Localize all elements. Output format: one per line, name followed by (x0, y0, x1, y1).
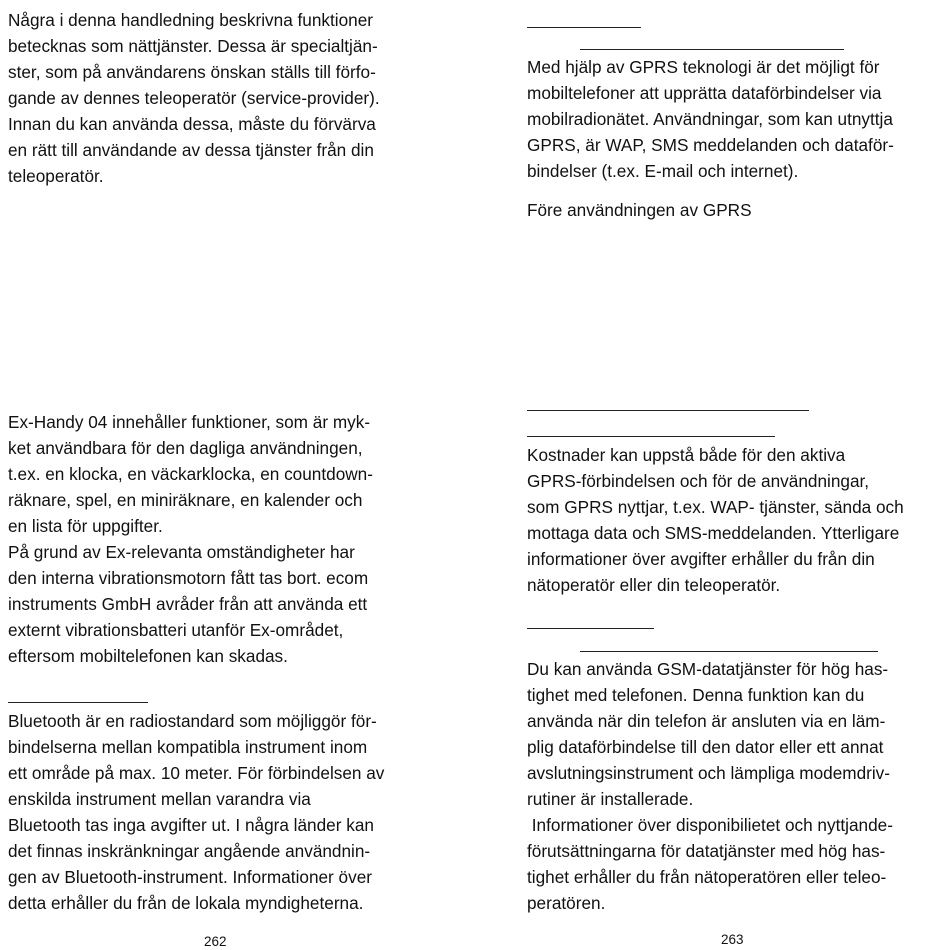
text-line: en rätt till användande av dessa tjänster från din (8, 140, 374, 160)
text-line: Bluetooth tas inga avgifter ut. I några länder kan (8, 815, 374, 835)
text-line: ett område på max. 10 meter. För förbindelsen av (8, 763, 385, 783)
bluetooth-paragraph (8, 708, 384, 916)
text-line: informationer över avgifter erhåller du från din (527, 549, 875, 569)
gsm-data-paragraph (527, 656, 893, 916)
text-line: gen av Bluetooth-instrument. Informationer över (8, 867, 372, 887)
section-rule (580, 651, 878, 652)
text-line: eftersom mobiltelefonen kan skadas. (8, 646, 288, 666)
text-line: plig dataförbindelse till den dator eller ett annat (527, 737, 884, 757)
text-line: betecknas som nättjänster. Dessa är specialtjän- (8, 36, 378, 56)
text-line: enskilda instrument mellan varandra via (8, 789, 311, 809)
text-line: räknare, spel, en miniräknare, en kalender och (8, 490, 363, 510)
text-line: tighet med telefonen. Denna funktion kan du (527, 685, 865, 705)
intro-paragraph (8, 7, 380, 189)
text-line: bindelserna mellan kompatibla instrument inom (8, 737, 368, 757)
text-line: Med hjälp av GPRS teknologi är det möjligt för (527, 57, 880, 77)
costs-paragraph (527, 442, 904, 598)
text-line: ster, som på användarens önskan ställs till förfo- (8, 62, 376, 82)
text-line: detta erhåller du från de lokala myndigheterna. (8, 893, 364, 913)
gprs-paragraph (527, 54, 894, 184)
text-line: gande av dennes teleoperatör (service-provider). (8, 88, 380, 108)
text-line: peratören. (527, 893, 606, 913)
text-line: avslutningsinstrument och lämpliga modemdriv- (527, 763, 891, 783)
text-line: förutsättningarna för datatjänster med hög has- (527, 841, 886, 861)
text-line: Innan du kan använda dessa, måste du förvärva (8, 114, 376, 134)
text-line: GPRS, är WAP, SMS meddelanden och dataför- (527, 135, 894, 155)
section-rule (527, 27, 641, 28)
text-line: som GPRS nyttjar, t.ex. WAP- tjänster, sända och (527, 497, 904, 517)
text-line: instruments GmbH avråder från att använda ett (8, 594, 368, 614)
text-line: mobilradionätet. Användningar, som kan utnyttja (527, 109, 893, 129)
text-line: den interna vibrationsmotorn fått tas bort. ecom (8, 568, 369, 588)
text-line: På grund av Ex-relevanta omständigheter har (8, 542, 355, 562)
text-line: Några i denna handledning beskrivna funktioner (8, 10, 374, 30)
text-line: en lista för uppgifter. (8, 516, 163, 536)
text-line: rutiner är installerade. (527, 789, 694, 809)
text-line: bindelser (t.ex. E-mail och internet). (527, 161, 799, 181)
text-line: nätoperatör eller din teleoperatör. (527, 575, 781, 595)
section-rule (527, 410, 809, 411)
text-line: Bluetooth är en radiostandard som möjliggör för- (8, 711, 377, 731)
section-rule (527, 436, 775, 437)
section-rule (580, 49, 844, 50)
text-line: det finnas inskränkningar angående användnin- (8, 841, 371, 861)
text-line: Informationer över disponibilietet och nyttjande- (527, 815, 893, 835)
text-line: Du kan använda GSM-datatjänster för hög has- (527, 659, 889, 679)
text-line: mobiltelefoner att upprätta dataförbindelser via (527, 83, 882, 103)
text-line: mottaga data och SMS-meddelanden. Ytterligare (527, 523, 900, 543)
before-gprs-heading: Före användningen av GPRS (527, 200, 752, 220)
text-line: t.ex. en klocka, en väckarklocka, en countdown- (8, 464, 373, 484)
text-line: externt vibrationsbatteri utanför Ex-området, (8, 620, 344, 640)
text-line: tighet erhåller du från nätoperatören eller teleo- (527, 867, 887, 887)
text-line: använda när din telefon är ansluten via en läm- (527, 711, 886, 731)
section-rule (527, 628, 654, 629)
text-line: ket användbara för den dagliga användningen, (8, 438, 363, 458)
text-line: Ex-Handy 04 innehåller funktioner, som är myk- (8, 412, 371, 432)
page-number: 262 (204, 934, 227, 949)
section-rule (8, 702, 148, 703)
page-number: 263 (721, 932, 744, 947)
text-line: teleoperatör. (8, 166, 104, 186)
text-line: Kostnader kan uppstå både för den aktiva (527, 445, 846, 465)
functions-paragraph (8, 409, 373, 669)
text-line: GPRS-förbindelsen och för de användningar, (527, 471, 870, 491)
